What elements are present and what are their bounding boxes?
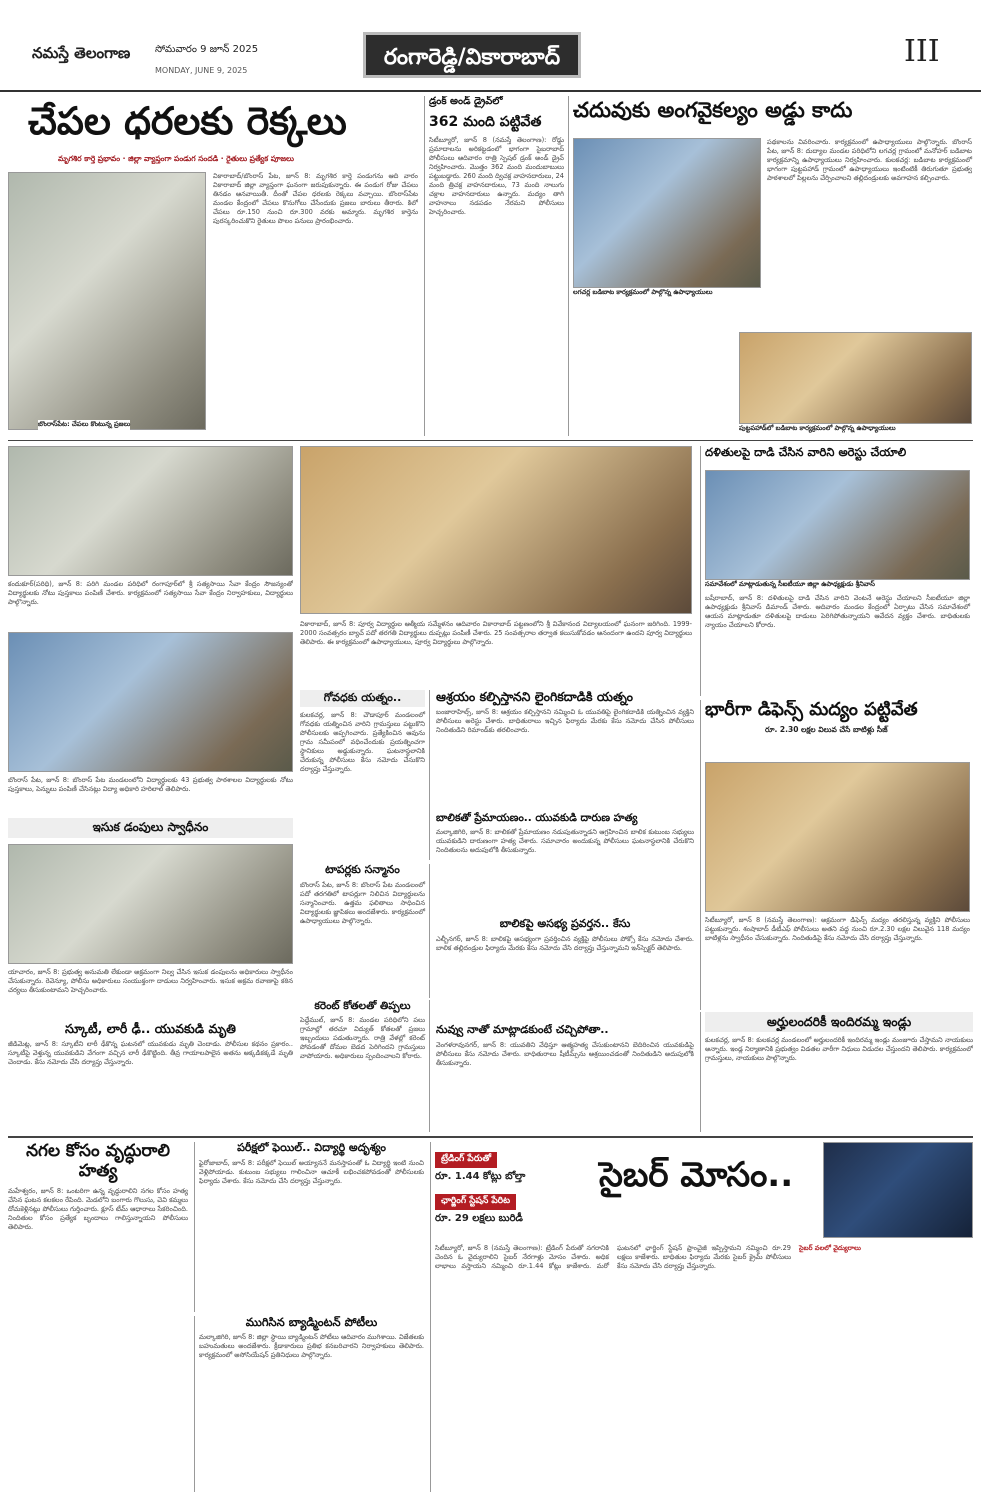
article-body: మల్కాజిగిరి, జూన్ 8: జిల్లా స్థాయి బ్యాడ్మింటన్ పోటీలు ఆదివారం ముగిశాయి. విజేతలకు బహుమతులు అందజేశారు. క్రీడాకారులు ప్రతిభ కనబరిచారని నిర్వాహకులు తెలిపారు. కార్యక్రమంలో అసోసియేషన్ ప్రతినిధులు పాల్గొన్నారు. [199,1333,424,1360]
article-power-cuts [300,1000,430,1132]
article-body: వెంగళరావునగర్, జూన్ 8: యువతిని వేధిస్తూ ఆత్మహత్య చేసుకుంటానని బెదిరించిన యువకుడిపై పోలీసులు కేసు నమోదు చేశారు. బాధితురాలు షీటీమ్స్‌ను ఆశ్రయించడంతో నిందితుడిని అదుపులోకి తీసుకున్నారు. [436,1040,694,1067]
liquor-bottles-photo [705,762,970,912]
article-badminton [194,1316,424,1492]
article-body: ఫైరోజాబాద్, జూన్ 8: పరీక్షలో ఫెయిల్ అయ్యాననే మనస్తాపంతో ఓ విద్యార్థి ఇంటి నుంచి వెళ్లిపోయాడు. కుటుంబ సభ్యులు గాలించినా ఆచూకీ లభించకపోవడంతో పోలీసులకు ఫిర్యాదు చేశారు. కేసు నమోదు చేసి దర్యాప్తు చేస్తున్నారు. [199,1158,424,1185]
meeting-photo [705,470,970,580]
caption-1: లగచర్ల బడిబాట కార్యక్రమంలో పాల్గొన్న ఉపాధ్యాయులు [573,288,761,298]
article-body: కులకచర్ల, జూన్ 8: చౌడాపూర్ మండలంలో గోవధకు యత్నించిన వారిని గ్రామస్తులు పట్టుకొని పోలీసులకు అప్పగించారు. ప్రత్యేకించిన ఆవును గ్రామ సమీపంలో వధించేందుకు ప్రయత్నించగా స్థానికులు అడ్డుకున్నారు. ఘటనాస్థలానికి చేరుకున్న పోలీసులు కేసు నమోదు చేసుకొని దర్యాప్తు చేస్తున్నారు. [300,710,425,773]
article-notebooks-readers [8,446,293,626]
newspaper-brand: నమస్తే తెలంగాణ [32,44,131,62]
headline: 362 మంది పట్టివేత [429,113,542,130]
bullet-2: ఛార్జింగ్ స్టేషన్ పేరిట [435,1194,516,1210]
date-telugu: సోమవారం 9 జూన్ 2025 [155,44,259,55]
section-title: రంగారెడ్డి/వికారాబాద్ [363,32,581,78]
article-body: పెద్దేముల్, జూన్ 8: మండల పరిధిలోని పలు గ్రామాల్లో తరచూ విద్యుత్ కోతలతో ప్రజలు ఇబ్బందులు పడుతున్నారు. రాత్రి వేళల్లో కరెంట్ పోవడంతో దోమల బెడద పెరిగిందని గ్రామస్తులు వాపోయారు. అధికారులు స్పందించాలని కోరారు. [300,1016,425,1061]
headline: నగల కోసం వృద్ధురాలి హత్య [26,1142,170,1181]
date-english: MONDAY, JUNE 9, 2025 [155,66,248,75]
article-body: కులకచర్ల, జూన్ 8: కులకచర్ల మండలంలో అర్హులందరికీ ఇందిరమ్మ ఇండ్లు మంజూరు చేస్తామని నాయకులు అన్నారు. ఇండ్ల నిర్మాణానికి ప్రభుత్వం విడతల వారీగా నిధులు విడుదల చేస్తుందని తెలిపారు. కార్యక్రమంలో గ్రామస్తులు, నాయకులు పాల్గొన్నారు. [705,1036,973,1063]
article-body: వికారాబాద్, జూన్ 8: పూర్వ విద్యార్థుల ఆత్మీయ సమ్మేళనం ఆదివారం వికారాబాద్ పట్టణంలోని శ్రీ వివేకానంద విద్యాలయంలో ఘనంగా జరిగింది. 1999-2000 సంవత్సరం బ్యాచ్ పదో తరగతి విద్యార్థులు దుప్పట్లు పంపిణీ చేశారు. 25 సంవత్సరాల తర్వాత కలుసుకోవడం ఆనందంగా ఉందని పూర్వ విద్యార్థులు తెలిపారు. ఈ కార్యక్రమంలో ఉపాధ్యాయులు, పూర్వ విద్యార్థులు పాల్గొన్నారు. [300,620,692,646]
page-number: III [904,34,940,69]
article-girl-misbehaviour [436,918,694,1022]
kicker: డ్రంక్ అండ్ డ్రైవ్‌లో [429,96,503,107]
article-indiramma-houses [700,1012,973,1132]
article-body: మల్కాజిగిరి, జూన్ 8: బాలికతో ప్రేమాయణం నడుపుతున్నాడని ఆగ్రహించిన బాలిక కుటుంబ సభ్యులు యువకుడిని దారుణంగా హత్య చేశారు. సమాచారం అందుకున్న పోలీసులు ఘటనాస్థలానికి చేరుకొని నిందితులను అదుపులోకి తీసుకున్నారు. [436,828,694,855]
article-alumni-meet [300,446,692,686]
alumni-group-photo [300,446,692,614]
sand-dump-photo [8,844,293,964]
headline: కరెంట్ కోతలతో తిప్పలు [314,1000,411,1012]
puttapahad-photo [739,332,972,424]
headline: ముగిసిన బ్యాడ్మింటన్ పోటీలు [245,1316,378,1329]
bullet-2-amount: రూ. 29 లక్షలు బురిడీ [435,1213,523,1224]
headline: చేపల ధరలకు రెక్కలు [28,99,347,143]
article-sand-dumps [8,818,293,1018]
caption: కందుకూర్(పరిధి), జూన్ 8: పరిగి మండల పరిధిలో రంగాపూర్‌లో శ్రీ సత్యసాయి సేవా కేంద్రం సౌజన్యంతో విద్యార్థులకు నోటు పుస్తకాలు పంపిణీ చేశారు. కార్యక్రమంలో సత్యసాయి సేవా కేంద్రం నిర్వాహకులు, విద్యార్థులు పాల్గొన్నారు. [8,580,293,606]
article-body: వికారాబాద్/బొంరాస్ పేట, జూన్ 8: మృగశిర కార్తె పండుగను ఆది వారం వికారాబాద్ జిల్లా వ్యాప్తంగా ఘనంగా జరుపుకున్నారు. ఈ పండుగ రోజు చేపలు తినడం ఆనవాయితీ. దీంతో చేపల ధరలకు రెక్కలు వచ్చాయి. బొంరాస్‌పేట మండల కేంద్రంలో చేపలు కొనుగోలు చేసేందుకు ప్రజలు బారులు తీరారు. కిలో చేపలు రూ.150 నుంచి రూ.300 వరకు అమ్మారు. మృగశిర కార్తెను పురస్కరించుకొని రైతులు పొలం పనులు ప్రారంభించారు. [213,172,418,225]
headline: బాలికపై అసభ్య ప్రవర్తన.. కేసు [499,918,631,930]
subhead: సైబర్ వలలో వైద్యురాలు [799,1244,861,1252]
caption-2: పుట్టపహాడ్‌లో బడిబాట కార్యక్రమంలో పాల్గొన్న ఉపాధ్యాయులు [739,424,896,432]
headline: పరీక్షలో ఫెయిల్.. విద్యార్థి అదృశ్యం [237,1142,386,1154]
article-shelter-assault [436,690,694,810]
lagacharla-photo [573,138,761,288]
article-body: జీడిమెట్ల, జూన్ 8: స్కూటీని లారీ ఢీకొన్న ఘటనలో యువకుడు మృతి చెందాడు. పోలీసుల కథనం ప్రకారం.. స్కూటీపై వెళ్తున్న యువకుడిని వేగంగా వచ్చిన లారీ ఢీకొట్టింది. తీవ్ర గాయాలపాలైన అతను అక్కడికక్కడే మృతి చెందాడు. కేసు నమోదు చేసి దర్యాప్తు చేస్తున్నారు. [8,1040,293,1067]
headline: గోవధకు యత్నం.. [300,690,425,707]
headline: అర్హులందరికీ ఇందిరమ్మ ఇండ్లు [705,1012,973,1032]
article-drunk-drive [424,96,564,436]
subhead: రూ. 2.30 లక్షల విలువ చేసే బాటిళ్లు సీజ్ [765,724,888,734]
headline: నువ్వు నాతో మాట్లాడకుంటే చచ్చిపోతా.. [436,1024,609,1036]
article-books-distribution [8,632,293,814]
article-student-missing [194,1142,424,1312]
bullet-1-amount: రూ. 1.44 కోట్లు బోల్తా [435,1171,526,1182]
fish-market-photo [8,172,206,430]
article-education [568,96,973,436]
article-fish-prices [8,96,418,436]
article-defence-liquor [700,700,973,1010]
article-body: బంజారాహిల్స్, జూన్ 8: ఆశ్రయం కల్పిస్తానని నమ్మించి ఓ యువతిపై లైంగికదాడికి యత్నించిన వ్యక్తిని పోలీసులు అరెస్టు చేశారు. బాధితురాలు ఇచ్చిన ఫిర్యాదు మేరకు కేసు నమోదు చేసిన పోలీసులు నిందితుడిని రిమాండ్‌కు తరలించారు. [436,708,694,735]
headline: భారీగా డిఫెన్స్ మద్యం పట్టివేత [705,700,918,720]
headline: స్కూటీ, లారీ ఢీ.. యువకుడి మృతి [65,1022,236,1036]
article-body: బషీరాబాద్, జూన్ 8: దళితులపై దాడి చేసిన వారిని వెంటనే అరెస్టు చేయాలని సీఐటీయూ జిల్లా ఉపాధ్యక్షుడు శ్రీనివాస్ డిమాండ్ చేశారు. ఆదివారం మండల కేంద్రంలో ఏర్పాటు చేసిన సమావేశంలో ఆయన మాట్లాడుతూ దళితులపై దాడులు పెరిగిపోతున్నాయని ఆవేదన వ్యక్తం చేశారు. బాధితులకు న్యాయం చేయాలని కోరారు. [705,594,970,629]
headline: చదువుకు అంగవైకల్యం అడ్డు కాదు [573,98,853,122]
article-body: సిటీబ్యూరో, జూన్ 8 (నమస్తే తెలంగాణ): అక్రమంగా డిఫెన్స్ మద్యం తరలిస్తున్న వ్యక్తిని పోలీసులు పట్టుకున్నారు. శంషాబాద్ డీటీఎఫ్ పోలీసులు అతని వద్ద నుంచి రూ.2.30 లక్షల విలువైన 118 మద్యం బాటిళ్లను స్వాధీనం చేసుకున్నారు. నిందితుడిపై కేసు నమోదు చేసి దర్యాప్తు చేస్తున్నారు. [705,916,970,942]
article-body: ఎల్బీనగర్, జూన్ 8: బాలికపై అసభ్యంగా ప్రవర్తించిన వ్యక్తిపై పోలీసులు పోక్సో కేసు నమోదు చేశారు. బాలిక తల్లిదండ్రుల ఫిర్యాదు మేరకు కేసు నమోదు చేసి దర్యాప్తు చేస్తున్నామని ఇన్‌స్పెక్టర్ తెలిపారు. [436,934,694,952]
article-dalit-attack [700,446,973,696]
photo-caption: బొంరాస్‌పేట: చేపలు కొంటున్న ప్రజలు [38,420,131,428]
headline: దళితులపై దాడి చేసిన వారిని అరెస్టు చేయాలి [705,446,907,459]
article-body [435,1244,973,1484]
caption: సమావేశంలో మాట్లాడుతున్న సీఐటీయూ జిల్లా ఉపాధ్యక్షుడు శ్రీనివాస్ [705,580,875,588]
article-body: పథకాలను వివరించారు. కార్యక్రమంలో ఉపాధ్యాయులు పాల్గొన్నారు. బొంరాస్ పేట, జూన్ 8: దుద్యాల మండల పరిధిలోని లగచర్ల గ్రామంలో మనోహర్ బడిబాట కార్యక్రమాన్ని ఉపాధ్యాయులు నిర్వహించారు. కులకచర్ల: బడిబాట కార్యక్రమంలో భాగంగా పుట్టపహాడ్ గ్రామంలో ఉపాధ్యాయులు ఇంటింటికీ తిరుగుతూ ప్రభుత్వ పాఠశాలలో పిల్లలను చేర్పించాలని తల్లిదండ్రులకు అవగాహన కల్పించారు. [767,138,972,182]
hacker-image [823,1142,973,1238]
article-body: బొంరాస్ పేట, జూన్ 8: బొంరాస్ పేట మండలంలో పదో తరగతిలో టాపర్లుగా నిలిచిన విద్యార్థులను సన్మానించారు. ఉత్తమ ఫలితాలు సాధించిన విద్యార్థులకు జ్ఞాపికలు అందజేశారు. కార్యక్రమంలో ఉపాధ్యాయులు పాల్గొన్నారు. [300,880,425,925]
article-body: మహేశ్వరం, జూన్ 8: ఒంటరిగా ఉన్న వృద్ధురాలిని నగల కోసం హత్య చేసిన ఘటన కలకలం రేపింది. మెడలోని బంగారు గొలుసు, చెవి కమ్మలు దోచుకెళ్లినట్లు పోలీసులు గుర్తించారు. క్లూస్ టీమ్ ఆధారాలు సేకరించింది. నిందితుల కోసం ప్రత్యేక బృందాలు గాలిస్తున్నాయని పోలీసులు తెలిపారు. [8,1187,188,1232]
subline: మృగశిర కార్తె ప్రభావం · జిల్లా వ్యాప్తంగా పండుగ సందడి · రైతులు ప్రత్యేక పూజలు [58,154,294,163]
article-toppers [300,864,430,998]
headline: ఆశ్రయం కల్పిస్తానని లైంగికదాడికి యత్నం [436,690,633,704]
books-distribution-photo [8,632,293,772]
article-cyber-fraud [430,1142,973,1492]
headline: టాపర్లకు సన్మానం [325,864,400,876]
children-reading-photo [8,446,293,576]
bullet-box [435,1146,595,1226]
article-body: సిటీబ్యూరో, జూన్ 8 (నమస్తే తెలంగాణ): రోడ్డు ప్రమాదాలను అరికట్టడంలో భాగంగా సైబరాబాద్ పోలీసులు ఆదివారం రాత్రి స్పెషల్ డ్రంక్ అండ్ డ్రైవ్ నిర్వహించారు. మొత్తం 362 మంది మందుబాబులు పట్టుబడ్డారు. 260 మంది ద్విచక్ర వాహనదారులు, 24 మంది త్రిచక్ర వాహనదారులు, 73 మంది నాలుగు చక్రాల వాహనదారులు ఉన్నారు. మద్యం తాగి వాహనాలు నడపడం నేరమని పోలీసులు హెచ్చరించారు. [429,135,564,216]
article-suicide-threat [436,1024,694,1132]
article-scooty-accident [8,1022,293,1132]
masthead [0,0,981,92]
article-elderly-murder [8,1142,188,1492]
bullet-1: ట్రేడింగ్ పేరుతో [435,1152,497,1168]
headline: బాలికతో ప్రేమాయణం.. యువకుడి దారుణ హత్య [436,812,638,824]
body-text: సిటీబ్యూరో, జూన్ 8 (నమస్తే తెలంగాణ): ట్రేడింగ్ పేరుతో నగరానికి చెందిన ఓ వైద్యురాలిని సైబర్ నేరగాళ్లు మోసం చేశారు. అధిక లాభాలు వస్తాయని నమ్మించి రూ.1.44 కోట్లు కాజేశారు. మరో ఘటనలో ఛార్జింగ్ స్టేషన్ ఫ్రాంచైజీ ఇప్పిస్తామని నమ్మించి రూ.29 లక్షలు కాజేశారు. బాధితుల ఫిర్యాదు మేరకు సైబర్ క్రైమ్ పోలీసులు కేసు నమోదు చేసి దర్యాప్తు చేస్తున్నారు. [435,1244,791,1270]
article-cow-slaughter [300,690,430,860]
article-body: యాచారం, జూన్ 8: ప్రభుత్వ అనుమతి లేకుండా అక్రమంగా నిల్వ చేసిన ఇసుక డంపులను అధికారులు స్వాధీనం చేసుకున్నారు. రెవెన్యూ, పోలీసు అధికారులు సంయుక్తంగా దాడులు నిర్వహించారు. ఇసుక అక్రమ రవాణాపై కఠిన చర్యలు తీసుకుంటామని హెచ్చరించారు. [8,968,293,994]
headline: ఇసుక డంపులు స్వాధీనం [8,818,293,838]
caption: బొంరాస్ పేట, జూన్ 8: బొంరాస్ పేట మండలంలోని విద్యార్థులకు 43 ప్రభుత్వ పాఠశాలల విద్యార్థులకు నోటు పుస్తకాలు, పెన్నులు పంపిణీ చేసినట్లు విద్యా అధికారి హరిలాల్ తెలిపారు. [8,776,293,793]
article-youth-murder [436,812,694,916]
headline: సైబర్ మోసం.. [599,1155,794,1195]
